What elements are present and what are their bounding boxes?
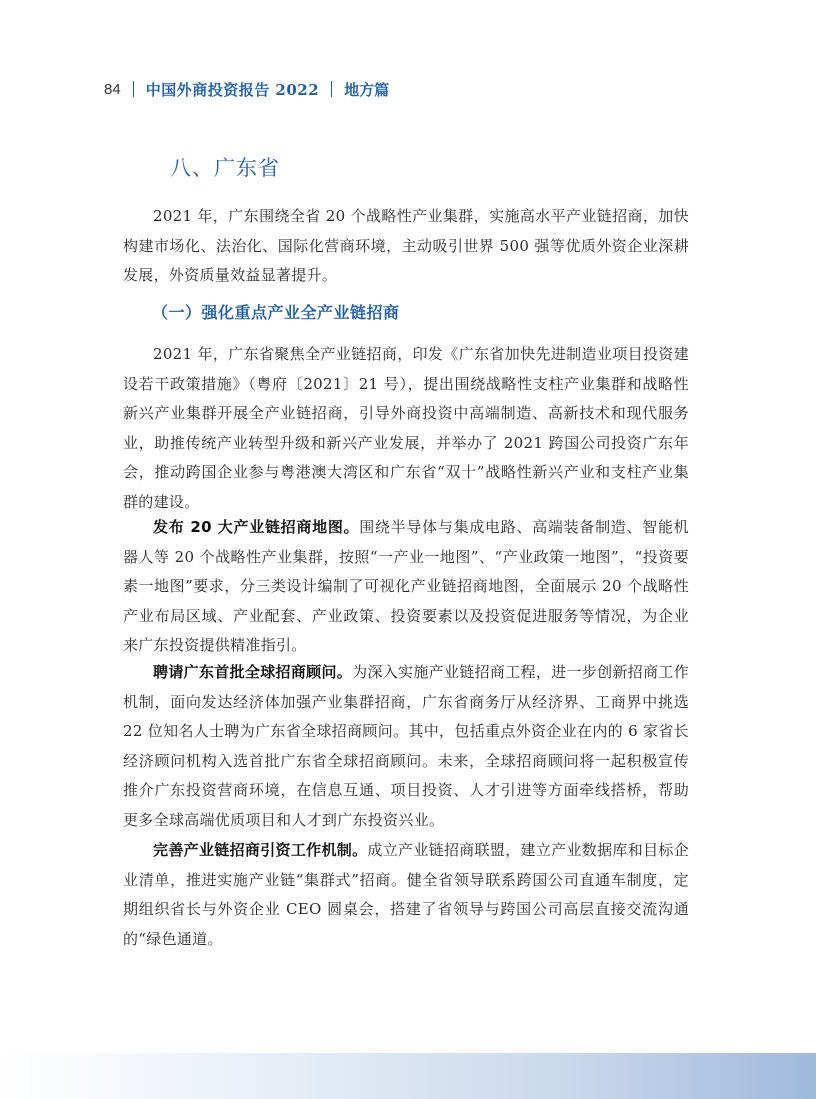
running-header <box>104 78 389 100</box>
paragraph-body: 为深入实施产业链招商工程，进一步创新招商工作机制，面向发达经济体加强产业集群招商，广东省商务厅从经济界、工商界中挑选 22 位知名人士聘为广东省全球招商顾问。其中，包括重点外资企业在内的 6 家省长经济顾问机构入选首批广东省全球招商顾问。未来，全球招商顾问将一起积极宣传推介广东投资营商环境，在信息互通、项目投资、人才引进等方面牵线搭桥，帮助更多全球高端优质项目和人才到广东投资兴业。 <box>123 663 689 829</box>
paragraph-lead: 发布 20 大产业链招商地图。 <box>153 518 360 536</box>
chapter-title: 八、广东省 <box>170 156 280 180</box>
paragraph-body: 成立产业链招商联盟，建立产业数据库和目标企业清单，推进实施产业链“集群式”招商。健全省领导联系跨国公司直通车制度，定期组织省长与外资企业 CEO 圆桌会，搭建了省领导与跨国公司高层直接交流沟通的“绿色通道。 <box>123 841 689 948</box>
intro-paragraph: 2021 年，广东围绕全省 20 个战略性产业集群，实施高水平产业链招商，加快构建市场化、法治化、国际化营商环境，主动吸引世界 500 强等优质外资企业深耕发展，外资质量效益显著提升。 <box>123 207 689 284</box>
body-paragraph: 2021 年，广东省聚焦全产业链招商，印发《广东省加快先进制造业项目投资建设若干政策措施》（粤府〔2021〕21 号），提出围绕战略性支柱产业集群和战略性新兴产业集群开展全产业链招商，引导外商投资中高端制造、高新技术和现代服务业，助推传统产业转型升级和新兴产业发展，并举办了 2021 跨国公司投资广东年会，推动跨国企业参与粤港澳大湾区和广东省“双十”战略性新兴产业和支柱产业集群的建设。 <box>123 345 689 511</box>
page-number: 84 <box>104 80 121 98</box>
body-paragraph <box>123 513 689 661</box>
book-title: 中国外商投资报告 2022 <box>145 80 320 99</box>
section-name: 地方篇 <box>344 80 390 99</box>
body-paragraph <box>123 836 689 954</box>
paragraph-lead: 聘请广东首批全球招商顾问。 <box>153 663 353 681</box>
paragraph-body: 围绕半导体与集成电路、高端装备制造、智能机器人等 20 个战略性产业集群，按照“一产业一地图”、“产业政策一地图”，“投资要素一地图”要求，分三类设计编制了可视化产业链招商地图，全面展示 20 个战略性产业布局区域、产业配套、产业政策、投资要素以及投资促进服务等情况，为企业来广东投资提供精准指引。 <box>123 518 689 654</box>
paragraph-lead: 完善产业链招商引资工作机制。 <box>153 841 368 859</box>
header-divider <box>133 81 134 97</box>
footer-gradient-band <box>0 1053 816 1099</box>
header-divider <box>331 81 332 97</box>
subsection-heading: （一）强化重点产业全产业链招商 <box>152 303 400 322</box>
body-paragraph <box>123 658 689 835</box>
